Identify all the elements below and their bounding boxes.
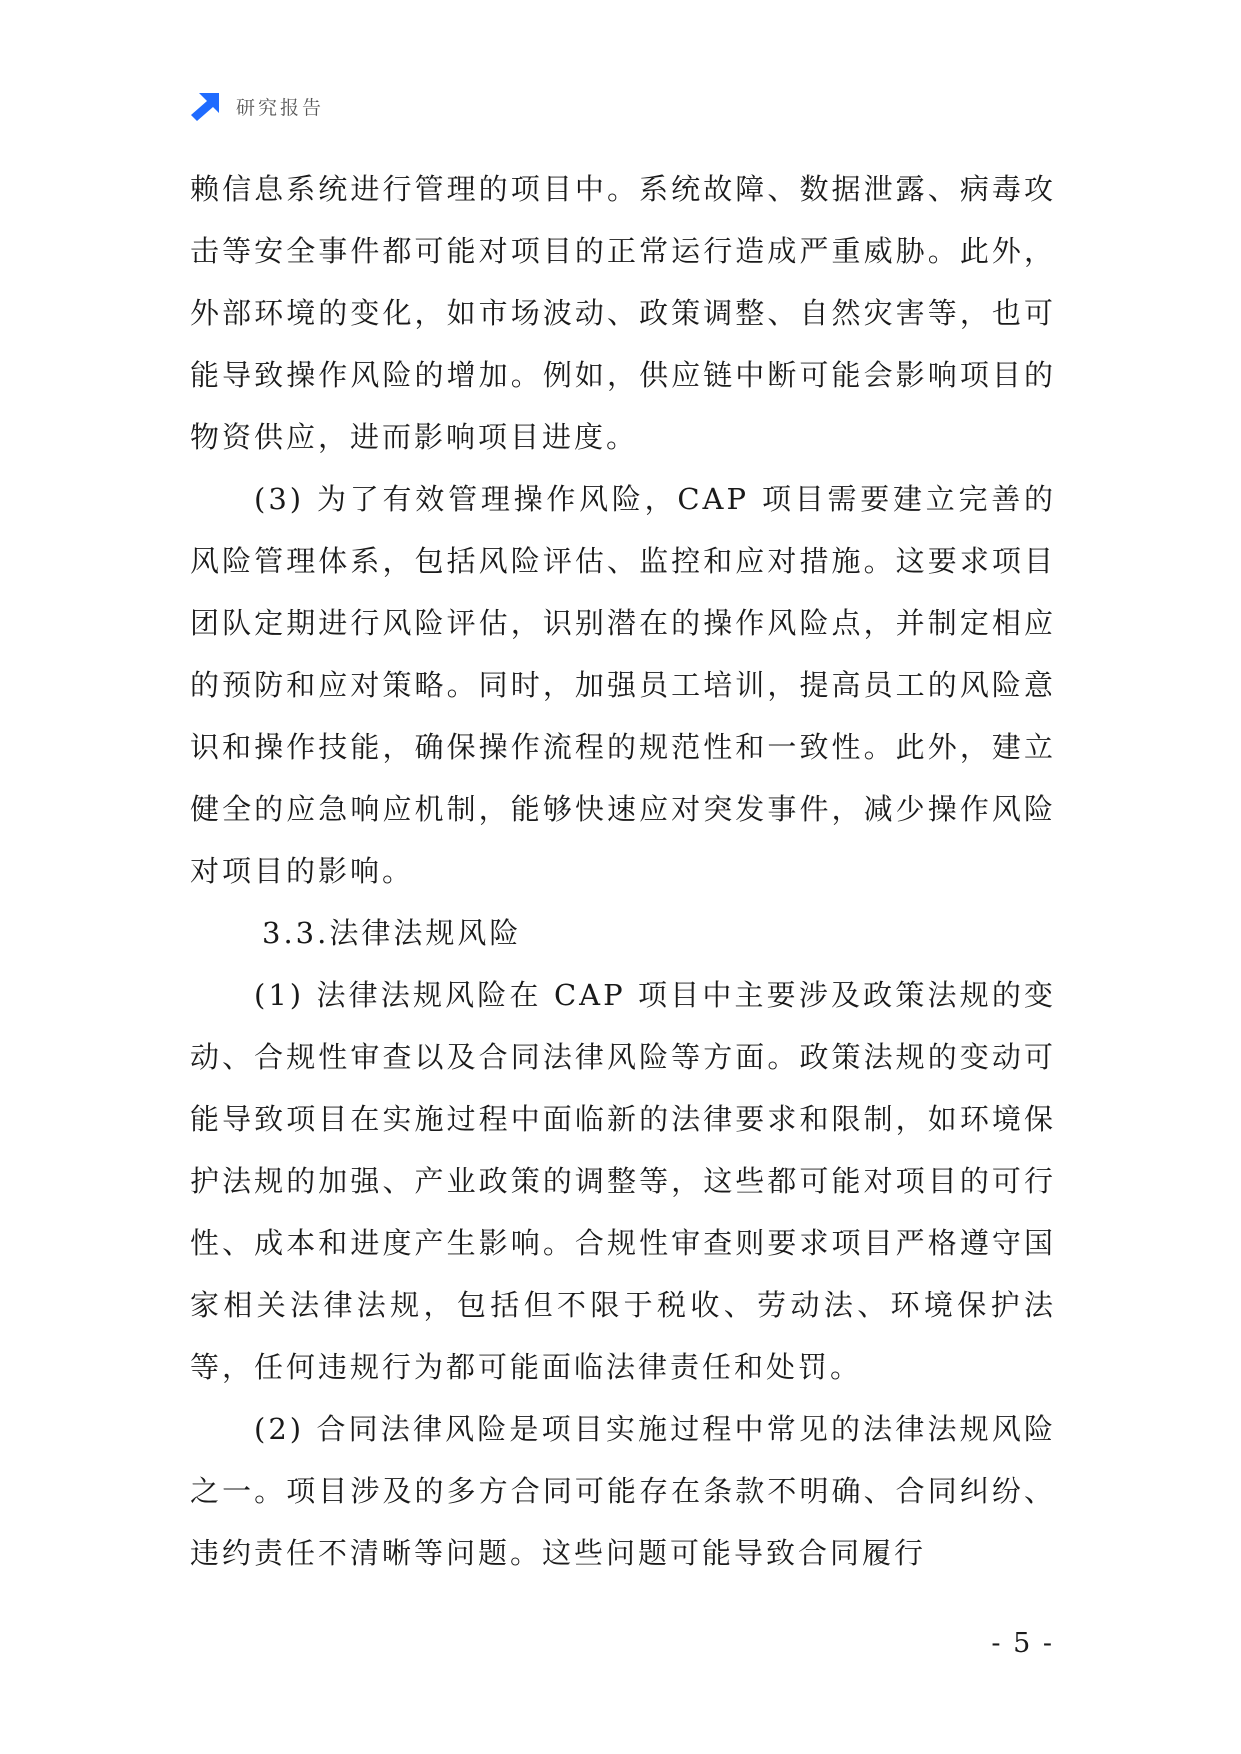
header-title: 研究报告 xyxy=(236,96,325,119)
paragraph-3: (3) 为了有效管理操作风险，CAP 项目需要建立完善的风险管理体系，包括风险评估、监控和应对措施。这要求项目团队定期进行风险评估，识别潜在的操作风险点，并制定相应的预防和应对策略。同时，加强员工培训，提高员工的风险意识和操作技能，确保操作流程的规范性和一致性。此外，建立健全的应急响应机制，能够快速应对突发事件，减少操作风险对项目的影响。 xyxy=(190,482,1056,888)
paragraph-continuation: 赖信息系统进行管理的项目中。系统故障、数据泄露、病毒攻击等安全事件都可能对项目的正常运行造成严重威胁。此外，外部环境的变化，如市场波动、政策调整、自然灾害等，也可能导致操作风险的增加。例如，供应链中断可能会影响项目的物资供应，进而影响项目进度。 xyxy=(190,172,1056,454)
page-number: - 5 - xyxy=(991,1628,1054,1659)
paragraph-1: (1) 法律法规风险在 CAP 项目中主要涉及政策法规的变动、合规性审查以及合同法律风险等方面。政策法规的变动可能导致项目在实施过程中面临新的法律要求和限制，如环境保护法规的加强、产业政策的调整等，这些都可能对项目的可行性、成本和进度产生影响。合规性审查则要求项目严格遵守国家相关法律法规，包括但不限于税收、劳动法、环境保护法等，任何违规行为都可能面临法律责任和处罚。 xyxy=(190,978,1056,1384)
paragraph-2: (2) 合同法律风险是项目实施过程中常见的法律法规风险之一。项目涉及的多方合同可能存在条款不明确、合同纠纷、违约责任不清晰等问题。这些问题可能导致合同履行 xyxy=(190,1412,1056,1570)
document-body xyxy=(190,158,1056,1584)
arrow-up-right-icon xyxy=(190,90,222,122)
section-heading: 3.3.法律法规风险 xyxy=(262,916,522,950)
page-header xyxy=(190,88,324,124)
